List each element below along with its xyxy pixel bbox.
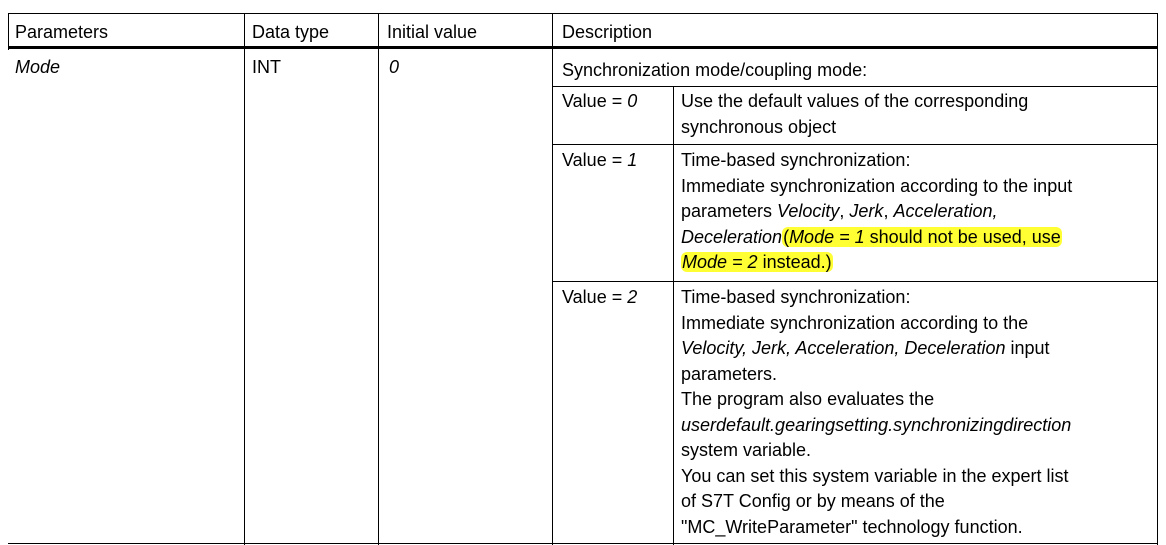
header-data-type: Data type [252,22,330,42]
header-parameters: Parameters [15,22,109,42]
table-bottom-edge [8,543,1158,544]
header-initial-value: Initial value [387,22,478,42]
sub-row-border-3 [552,281,1158,282]
sub-row-desc-1: Time-based synchronization: Immediate synchronization according to the input parameters Velocity, Jerk, Acceleration, Deceleration(Mode = 1 should not be used, use Mode = 2 instead.) [681,150,1073,272]
initial-value: 0 [389,57,400,77]
column-divider-4 [552,13,553,545]
header-description: Description [562,22,653,42]
sub-row-border-2 [552,144,1158,145]
sub-row-border-1 [552,86,1158,87]
sub-row-value-1: Value = 1 [562,150,638,170]
table-right-border [1157,13,1158,545]
sub-row-desc-2: Time-based synchronization: Immediate synchronization according to the Velocity, Jerk, Acceleration, Deceleration input parameters. The program also evaluates the userdefault.gearingsetting.synchronizingdirection system variable. You can set this system variable in the expert list of S7T Config or by means of the "MC_WriteParameter" technology function. [681,287,1072,537]
header-bottom-border [8,46,1158,49]
data-type-value: INT [252,57,281,77]
sub-row-value-0: Value = 0 [562,91,638,111]
highlight-note-1: (Mode = 1 should not be used, use [783,226,1061,247]
sub-row-value-2: Value = 2 [562,287,638,307]
sub-column-divider [673,86,674,545]
highlight-note-2: Mode = 2 instead.) [682,252,832,272]
table-top-border [8,13,1158,14]
column-divider-2 [244,13,245,545]
parameter-name: Mode [15,57,61,77]
sub-row-desc-0: Use the default values of the corresponding synchronous object [681,91,1029,137]
description-intro: Synchronization mode/coupling mode: [562,60,868,80]
column-divider-3 [378,13,379,545]
column-divider-1 [8,13,9,50]
